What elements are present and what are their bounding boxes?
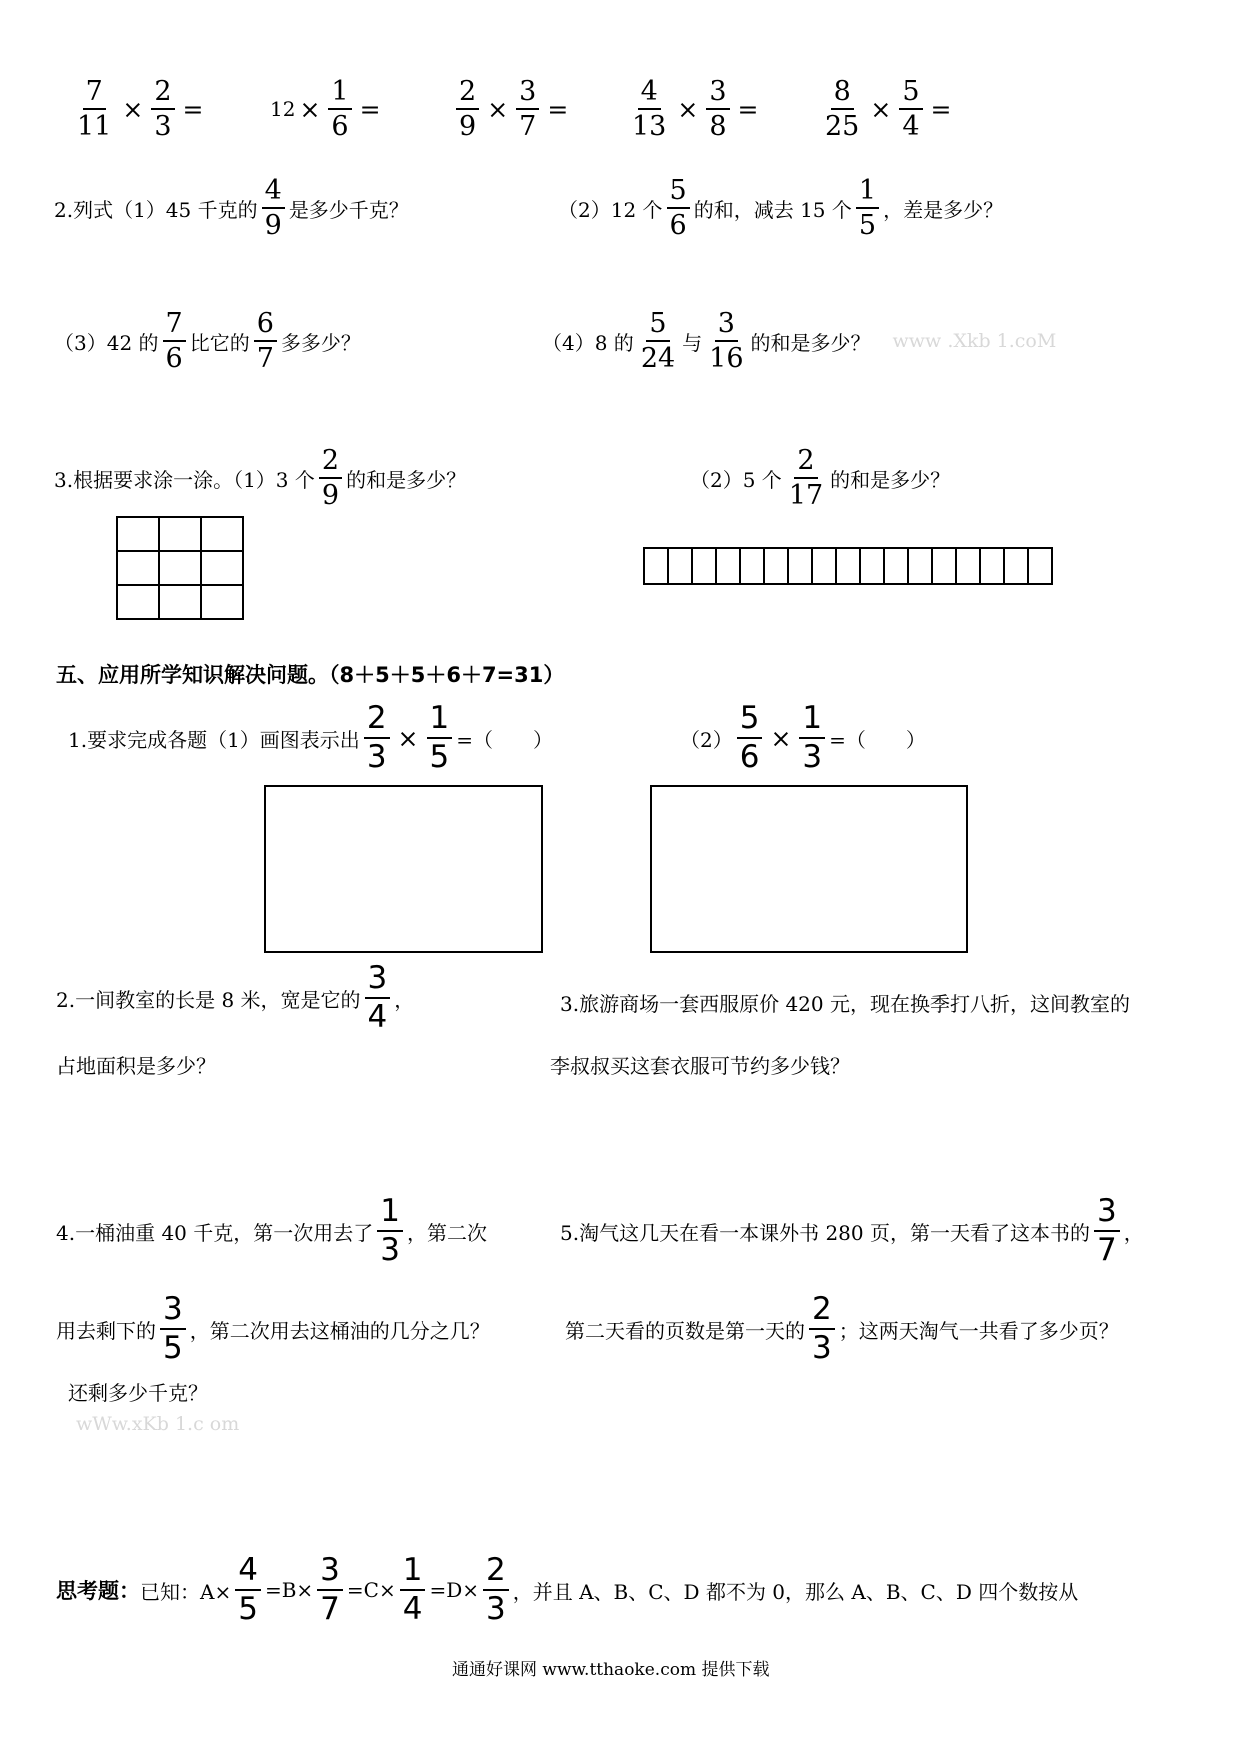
thinking-label: 思考题： [56,1579,140,1603]
equals-sign: = [930,94,952,124]
fraction: $\frac{6}{7}$ [254,310,277,372]
fraction: $\frac{1}{4}$ [400,1555,426,1625]
question-text: 与 [682,330,703,355]
question-text: =C× [346,1578,396,1602]
fraction: $\frac{2}{3}$ [483,1555,509,1625]
fraction: $\frac{4}{9}$ [262,177,285,239]
question-text: ，并且 A、B、C、D 都不为 0，那么 A、B、C、D 四个数按从 [512,1579,1079,1604]
fraction: $\frac{1}{3}$ [377,1196,403,1266]
equals-sign: = [737,94,759,124]
question-text: 用去剩下的 [56,1318,156,1343]
s5-question-4-line-3 [68,1377,208,1406]
question-2-part-1 [54,177,409,239]
question-text: 2.一间教室的长是 8 米，宽是它的 [56,987,361,1012]
question-text: ，第二次 [406,1220,487,1245]
s5-question-1-part-2 [680,700,926,775]
fraction: $\frac{2}{9}$ [319,447,342,509]
exercise-1 [70,78,207,140]
question-text: 是多少千克？ [288,197,409,222]
fraction: $\frac{3}{7}$ [317,1555,343,1625]
question-text: 第二天看的页数是第一天的 [565,1318,805,1343]
coloring-grid-3x3[interactable] [116,516,244,620]
fraction: $\frac{7}{6}$ [163,310,186,372]
fraction: $\frac{5}{4}$ [899,78,922,140]
times-sign: × [397,723,419,753]
fraction: $\frac{2}{9}$ [456,78,479,140]
question-text: ， [1123,1220,1144,1245]
s5-question-4-line-2 [56,1291,490,1366]
exercise-3 [452,78,572,140]
exercise-4 [625,78,762,140]
fraction: $\frac{5}{6}$ [667,177,690,239]
question-2-part-2 [558,177,1003,239]
question-text: 的和是多少？ [830,467,951,492]
section-title: 五、应用所学知识解决问题。（8＋5＋5＋6＋7=31） [56,663,565,687]
s5-question-5-line-1 [560,1193,1144,1268]
equals-sign: = [547,94,569,124]
question-text: =D× [429,1578,480,1602]
question-text: 4.一桶油重 40 千克，第一次用去了 [56,1220,374,1245]
question-text: 比它的 [189,330,250,355]
exercise-2 [270,78,385,140]
question-text: 的和，减去 15 个 [693,197,852,222]
equals-sign: = [359,94,381,124]
equals-sign: = [182,94,204,124]
question-text: 的和是多少？ [750,330,871,355]
question-3-part-2 [690,447,950,509]
question-text: 5.淘气这几天在看一本课外书 280 页，第一天看了这本书的 [560,1220,1090,1245]
fraction: $\frac{3}{16}$ [709,308,744,374]
fraction: $\frac{2}{3}$ [809,1294,835,1364]
question-text: 多多少？ [280,330,361,355]
exercise-5 [818,78,955,140]
fraction: $\frac{7}{11}$ [77,76,112,142]
fraction: $\frac{3}{5}$ [160,1294,186,1364]
watermark: www .Xkb 1.coM [892,330,1057,352]
question-text: 的和是多少？ [346,467,467,492]
question-text: （2） [680,727,733,752]
question-text: （2）5 个 [690,467,782,492]
whole-number: 12 [270,97,296,121]
coloring-strip-17[interactable] [643,547,1053,585]
fraction: $\frac{1}{5}$ [856,177,879,239]
fraction: $\frac{3}{7}$ [516,78,539,140]
question-text: （3）42 的 [54,330,159,355]
times-sign: × [770,723,792,753]
question-text: 3.旅游商场一套西服原价 420 元，现在换季打八折，这间教室的 [560,992,1130,1016]
fraction: $\frac{5}{6}$ [737,703,763,773]
question-text: 占地面积是多少？ [56,1054,216,1078]
s5-question-3-line-1 [560,988,1130,1017]
drawing-box-2[interactable] [650,785,968,953]
s5-question-1-part-1 [68,700,553,775]
question-text: ， [394,987,415,1012]
answer-blank: =（ ） [456,727,553,752]
question-text: 1.要求完成各题（1）画图表示出 [68,727,360,752]
s5-question-3-line-2 [550,1050,850,1079]
fraction: $\frac{2}{3}$ [151,78,174,140]
fraction: $\frac{4}{5}$ [235,1555,261,1625]
fraction: $\frac{3}{7}$ [1094,1196,1120,1266]
s5-question-2-line-2 [56,1050,216,1079]
question-text: （2）12 个 [558,197,663,222]
s5-question-4-line-1 [56,1193,487,1268]
question-2-part-4 [542,310,1056,372]
question-text: 还剩多少千克？ [68,1381,208,1405]
fraction: $\frac{3}{4}$ [365,963,391,1033]
question-text: ，差是多少？ [883,197,1004,222]
fraction: $\frac{2}{3}$ [364,703,390,773]
s5-question-5-line-2 [565,1291,1119,1366]
fraction: $\frac{5}{24}$ [640,308,676,374]
fraction: $\frac{4}{13}$ [632,76,667,142]
fraction: $\frac{1}{3}$ [799,703,825,773]
fraction: $\frac{8}{25}$ [825,76,860,142]
fraction: $\frac{1}{5}$ [427,703,453,773]
question-text: ，第二次用去这桶油的几分之几？ [189,1318,490,1343]
question-text: 已知：A× [140,1579,232,1604]
fraction: $\frac{2}{17}$ [788,445,824,511]
times-sign: × [870,94,892,124]
watermark: wWw.xKb 1.c om [76,1413,240,1435]
question-text: ；这两天淘气一共看了多少页？ [838,1318,1119,1343]
question-text: 3.根据要求涂一涂。（1）3 个 [54,467,315,492]
fraction: $\frac{3}{8}$ [706,78,729,140]
times-sign: × [122,94,144,124]
footer: 通通好课网 www.tthaoke.com 提供下载 [452,1660,770,1680]
question-2-part-3 [54,310,361,372]
drawing-box-1[interactable] [264,785,543,953]
times-sign: × [677,94,699,124]
times-sign: × [299,94,321,124]
question-3-part-1 [54,447,466,509]
answer-blank: =（ ） [829,727,926,752]
times-sign: × [487,94,509,124]
fraction: $\frac{1}{6}$ [328,78,351,140]
question-text: 2.列式（1）45 千克的 [54,197,258,222]
question-text: 李叔叔买这套衣服可节约多少钱？ [550,1054,850,1078]
s5-question-2-line-1 [56,960,415,1035]
question-text: =B× [264,1578,314,1602]
thinking-question [56,1552,1079,1627]
question-text: （4）8 的 [542,330,634,355]
